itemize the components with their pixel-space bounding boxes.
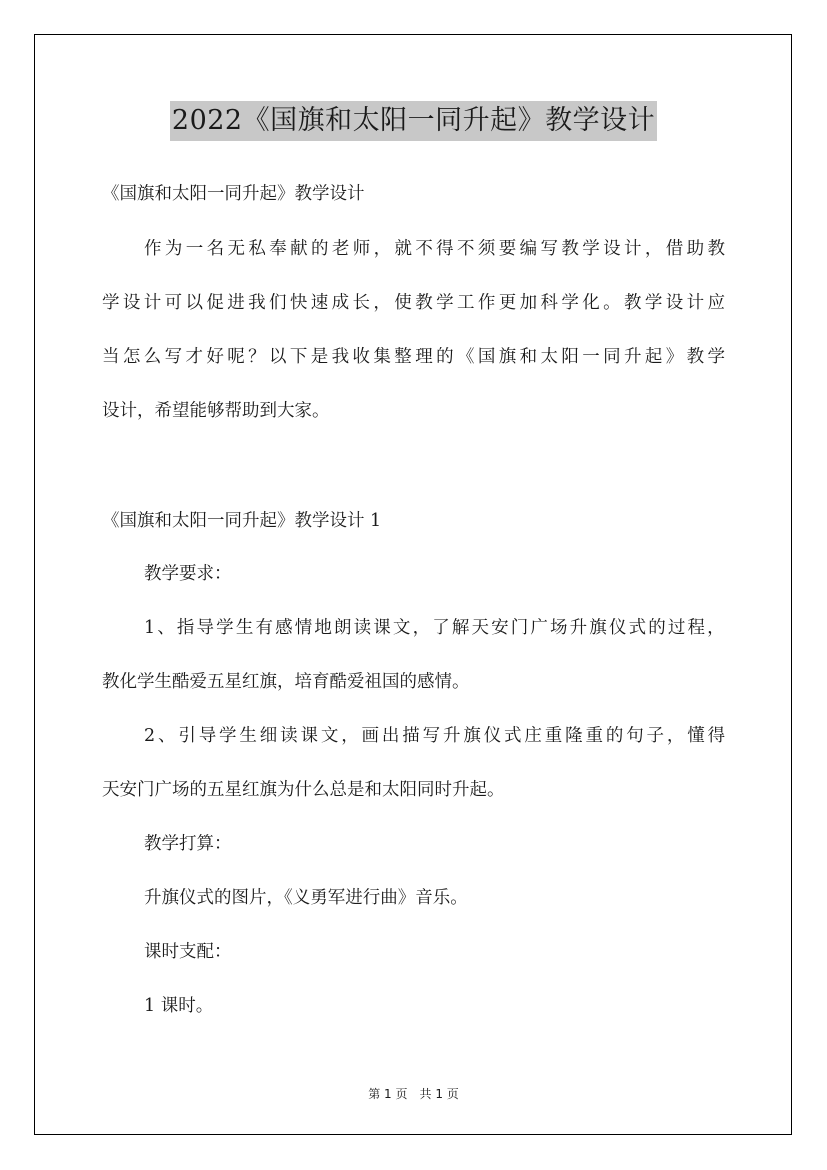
document-subtitle: 《国旗和太阳一同升起》教学设计 [102, 184, 365, 204]
prep-text: 升旗仪式的图片，《义勇军进行曲》音乐。 [144, 888, 468, 908]
schedule-label: 课时支配： [144, 942, 232, 962]
schedule-text: 1 课时。 [144, 996, 214, 1016]
requirement1-line-1: 1、指导学生有感情地朗读课文，了解天安门广场升旗仪式的过程， [144, 618, 727, 638]
intro-line-3: 当怎么写才好呢？以下是我收集整理的《国旗和太阳一同升起》教学 [102, 347, 729, 367]
title-container [0, 101, 827, 141]
page-footer: 第 1 页 共 1 页 [368, 1087, 459, 1101]
prep-label: 教学打算： [144, 834, 232, 854]
intro-line-4: 设计，希望能够帮助到大家。 [102, 401, 330, 421]
requirement2-line-1: 2、引导学生细读课文，画出描写升旗仪式庄重隆重的句子，懂得 [144, 726, 728, 746]
requirement1-line-2: 教化学生酷爱五星红旗，培育酷爱祖国的感情。 [102, 672, 470, 692]
requirement2-line-2: 天安门广场的五星红旗为什么总是和太阳同时升起。 [102, 780, 505, 800]
document-title: 2022《国旗和太阳一同升起》教学设计 [170, 101, 657, 141]
section-heading: 《国旗和太阳一同升起》教学设计 1 [102, 511, 382, 531]
requirements-label: 教学要求： [144, 564, 232, 584]
intro-line-1: 作为一名无私奉献的老师，就不得不须要编写教学设计，借助教 [144, 239, 729, 259]
intro-line-2: 学设计可以促进我们快速成长，使教学工作更加科学化。教学设计应 [102, 293, 729, 313]
